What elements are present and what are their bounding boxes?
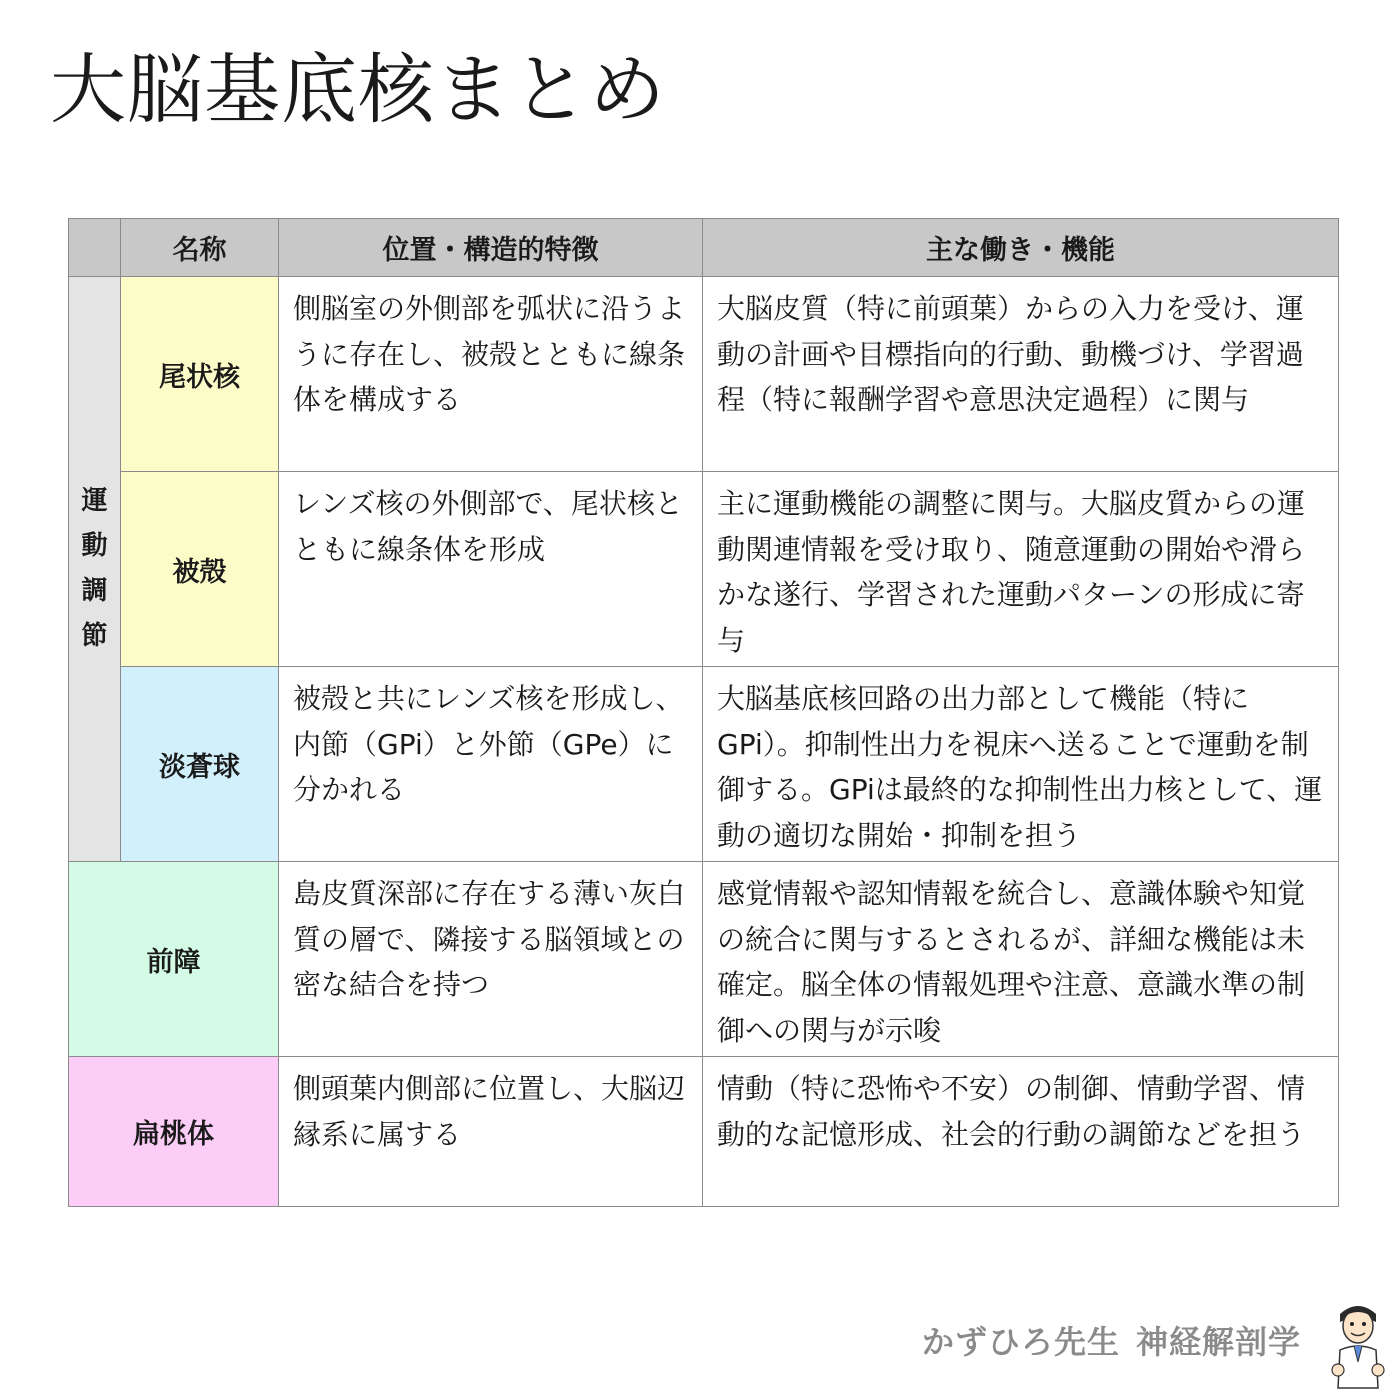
row-function: 感覚情報や認知情報を統合し、意識体験や知覚の統合に関与するとされるが、詳細な機能は未確定。脳全体の情報処理や注意、意識水準の制御への関与が示唆 bbox=[703, 862, 1339, 1057]
row-position: 被殻と共にレンズ核を形成し、内節（GPi）と外節（GPe）に分かれる bbox=[279, 667, 703, 862]
doctor-avatar-icon bbox=[1330, 1300, 1386, 1390]
row-name: 尾状核 bbox=[121, 277, 279, 472]
row-position: 側脳室の外側部を弧状に沿うように存在し、被殻とともに線条体を構成する bbox=[279, 277, 703, 472]
table-row bbox=[69, 277, 1339, 472]
table-row bbox=[69, 862, 1339, 1057]
header-group-cell bbox=[69, 219, 121, 277]
footer-brand: 神経解剖学 bbox=[1136, 1323, 1302, 1361]
row-position: レンズ核の外側部で、尾状核とともに線条体を形成 bbox=[279, 472, 703, 667]
row-function: 情動（特に恐怖や不安）の制御、情動学習、情動的な記憶形成、社会的行動の調節などを担う bbox=[703, 1057, 1339, 1207]
table-row bbox=[69, 667, 1339, 862]
footer-credit bbox=[922, 1317, 1317, 1363]
page-title: 大脳基底核まとめ bbox=[50, 45, 666, 134]
row-name: 前障 bbox=[69, 862, 279, 1057]
row-function: 大脳皮質（特に前頭葉）からの入力を受け、運動の計画や目標指向的行動、動機づけ、学習過程（特に報酬学習や意思決定過程）に関与 bbox=[703, 277, 1339, 472]
group-cell-motor-control bbox=[69, 277, 121, 862]
header-function: 主な働き・機能 bbox=[703, 219, 1339, 277]
row-name: 淡蒼球 bbox=[121, 667, 279, 862]
table-row bbox=[69, 472, 1339, 667]
header-name: 名称 bbox=[121, 219, 279, 277]
row-name: 扁桃体 bbox=[69, 1057, 279, 1207]
summary-table bbox=[68, 218, 1339, 1207]
header-position: 位置・構造的特徴 bbox=[279, 219, 703, 277]
row-name: 被殻 bbox=[121, 472, 279, 667]
group-label: 運動調節 bbox=[81, 486, 108, 651]
row-position: 島皮質深部に存在する薄い灰白質の層で、隣接する脳領域との密な結合を持つ bbox=[279, 862, 703, 1057]
row-function: 主に運動機能の調整に関与。大脳皮質からの運動関連情報を受け取り、随意運動の開始や滑らかな遂行、学習された運動パターンの形成に寄与 bbox=[703, 472, 1339, 667]
row-function: 大脳基底核回路の出力部として機能（特にGPi）。抑制性出力を視床へ送ることで運動を制御する。GPiは最終的な抑制性出力核として、運動の適切な開始・抑制を担う bbox=[703, 667, 1339, 862]
row-position: 側頭葉内側部に位置し、大脳辺縁系に属する bbox=[279, 1057, 703, 1207]
header-row bbox=[69, 219, 1339, 277]
table-row bbox=[69, 1057, 1339, 1207]
footer-author: かずひろ先生 bbox=[922, 1323, 1121, 1361]
